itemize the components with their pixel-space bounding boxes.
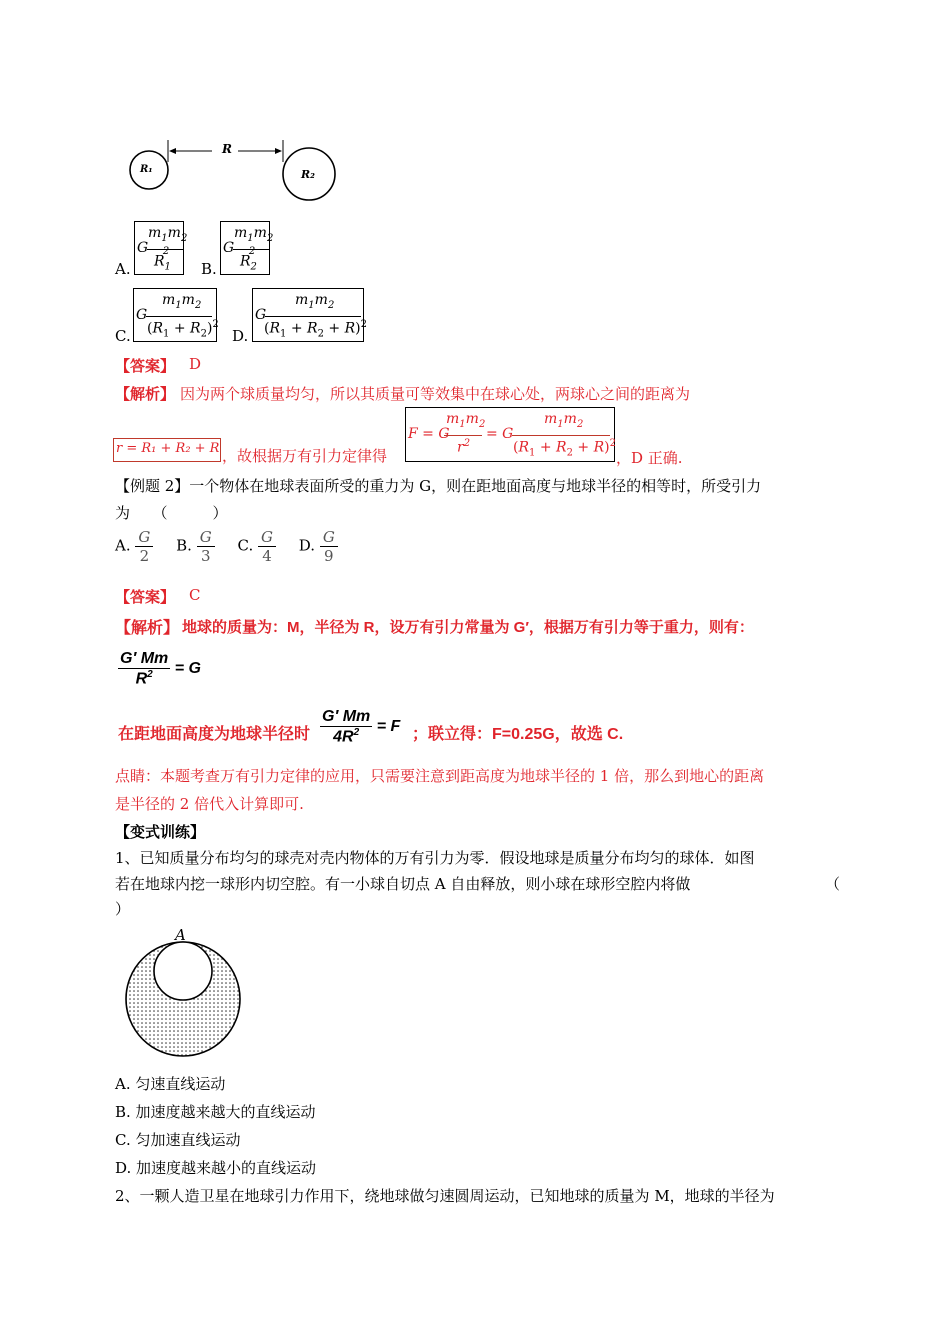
option-c-label: C.: [115, 327, 131, 345]
cavity-circle: [154, 942, 212, 1000]
training-heading: 【变式训练】: [115, 823, 206, 841]
training-q2-line1: 2、一颗人造卫星在地球引力作用下，绕地球做匀速圆周运动，已知地球的质量为 M，地球的半径为: [115, 1187, 775, 1205]
training-q1-paren-close: ）: [115, 900, 131, 918]
example2-options: [115, 528, 338, 565]
example2-comment-line1: 点睛：本题考查万有引力定律的应用，只需要注意到距高度为地球半径的 1 倍，那么到地心的距离: [115, 767, 765, 785]
example2-option-a-fraction: $\frac{G}{2}$: [135, 528, 153, 565]
example2-option-b-label: B.: [176, 536, 192, 555]
example2-answer-value: C: [189, 586, 201, 604]
training-option-a: A. 匀速直线运动: [115, 1075, 226, 1093]
example2-analysis-line1: 地球的质量为：M，半径为 R，设万有引力常量为 G′，根据万有引力等于重力，则有：: [182, 619, 754, 636]
example2-analysis-line2-pre: 在距地面高度为地球半径时: [118, 726, 311, 743]
example2-option-d-fraction: $\frac{G}{9}$: [320, 528, 338, 565]
option-a-label: A.: [115, 260, 131, 278]
option-b-label: B.: [201, 260, 217, 278]
distance-label: R: [222, 142, 232, 156]
example2-option-d-label: D.: [298, 536, 316, 555]
example2-line1: 【例题 2】一个物体在地球表面所受的重力为 G，则在距地面高度与地球半径的相等时，所受引力: [115, 477, 762, 495]
example2-option-a-label: A.: [115, 536, 131, 555]
q1-answer-value: D: [189, 355, 202, 373]
sphere-r1-label: R₁: [140, 164, 153, 175]
training-q1-paren-open: （: [825, 875, 841, 893]
option-d-label: D.: [232, 327, 249, 345]
cavity-figure: [120, 925, 250, 1065]
training-q1-line1: 1、已知质量分布均匀的球壳对壳内物体的万有引力为零．假设地球是质量分布均匀的球体．如图: [115, 849, 755, 867]
training-q1-line2: 若在地球内挖一球形内切空腔。有一小球自切点 A 自由释放，则小球在球形空腔内将做: [115, 875, 691, 893]
q1-r-formula: r = R₁ + R₂ + R: [116, 441, 220, 456]
q1-analysis-line1: 因为两个球质量均匀，所以其质量可等效集中在球心处，两球心之间的距离为: [180, 385, 691, 403]
example2-gravity-formula: $\frac{G' Mm}{R^2}$ = G: [120, 650, 201, 688]
q1-r-formula-box: [113, 438, 221, 462]
example2-answer-tag: 【答案】: [115, 588, 176, 606]
training-option-b: B. 加速度越来越大的直线运动: [115, 1103, 316, 1121]
example2-option-b-fraction: $\frac{G}{3}$: [197, 528, 215, 565]
example2-height-formula: $\frac{G' Mm}{4R^2}$ = F: [322, 708, 401, 746]
example2-option-c-fraction: $\frac{G}{4}$: [258, 528, 276, 565]
example2-option-c-label: C.: [237, 536, 254, 555]
training-option-c: C. 匀加速直线运动: [115, 1131, 241, 1149]
example2-analysis-line2-post: ；联立得：F=0.25G，故选 C.: [412, 726, 624, 743]
q1-analysis-tag: 【解析】: [115, 385, 176, 403]
q1-analysis-end: ，D 正确.: [616, 449, 683, 467]
q1-analysis-mid: ，故根据万有引力定律得: [222, 447, 388, 465]
training-option-d: D. 加速度越来越小的直线运动: [115, 1159, 317, 1177]
option-d-formula: G $m_1m_2$ $(R_1 + R_2 + R)^2$: [252, 288, 364, 342]
q1-force-formula: F = G $m_1m_2$ $r^2$ = G $m_1m_2$ $(R_1 + R_2 + R)^2$: [405, 407, 615, 462]
example2-analysis-tag: 【解析】: [115, 618, 180, 637]
cavity-point-label: A: [175, 926, 186, 944]
option-c-formula: G $m_1m_2$ $(R_1 + R_2)^2$: [133, 288, 217, 342]
example2-line2: 为 （ ）: [115, 504, 228, 522]
q1-answer-tag: 【答案】: [115, 357, 176, 375]
sphere-r2-label: R₂: [301, 168, 315, 181]
option-b-formula: G $m_1m_2$ $R_2^2$: [220, 221, 270, 275]
option-a-formula: G $m_1m_2$ $R_1^2$: [134, 221, 184, 275]
example2-comment-line2: 是半径的 2 倍代入计算即可.: [115, 795, 304, 813]
